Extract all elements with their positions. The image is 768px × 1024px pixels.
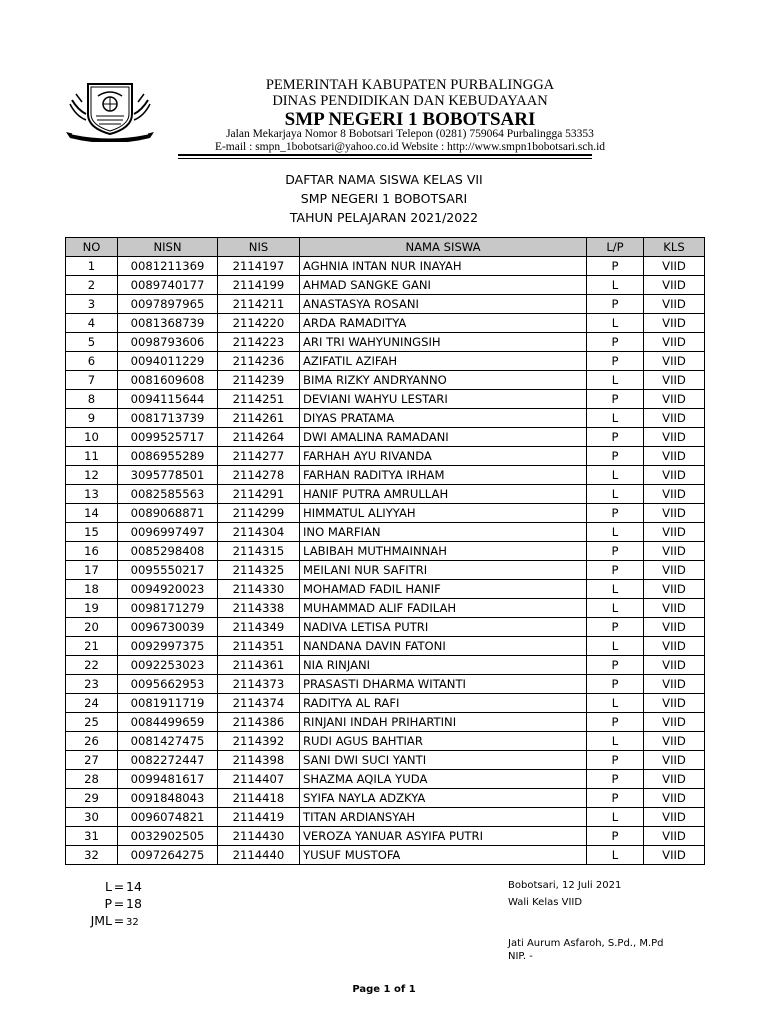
cell-nis: 2114291	[218, 485, 300, 504]
table-row	[66, 371, 705, 390]
cell-no: 22	[66, 656, 118, 675]
cell-nis: 2114338	[218, 599, 300, 618]
cell-no: 11	[66, 447, 118, 466]
table-row	[66, 390, 705, 409]
cell-name: MUHAMMAD ALIF FADILAH	[300, 599, 587, 618]
cell-class: VIID	[644, 675, 705, 694]
cell-nis: 2114419	[218, 808, 300, 827]
cell-nisn: 0081911719	[118, 694, 218, 713]
cell-nisn: 0081609608	[118, 371, 218, 390]
cell-class: VIID	[644, 523, 705, 542]
cell-nis: 2114373	[218, 675, 300, 694]
cell-nisn: 0096997497	[118, 523, 218, 542]
cell-class: VIID	[644, 656, 705, 675]
table-row	[66, 770, 705, 789]
cell-no: 15	[66, 523, 118, 542]
cell-nis: 2114278	[218, 466, 300, 485]
cell-nisn: 0084499659	[118, 713, 218, 732]
cell-name: ANASTASYA ROSANI	[300, 295, 587, 314]
cell-name: YUSUF MUSTOFA	[300, 846, 587, 865]
table-row	[66, 618, 705, 637]
cell-nisn: 0086955289	[118, 447, 218, 466]
summary-row-male: L = 14	[60, 878, 180, 895]
cell-gender: L	[587, 466, 644, 485]
cell-no: 1	[66, 257, 118, 276]
cell-nis: 2114330	[218, 580, 300, 599]
cell-name: TITAN ARDIANSYAH	[300, 808, 587, 827]
cell-name: BIMA RIZKY ANDRYANNO	[300, 371, 587, 390]
school-address: Jalan Mekarjaya Nomor 8 Bobotsari Telepon (0281) 759064 Purbalingga 53353	[226, 128, 594, 140]
cell-class: VIID	[644, 504, 705, 523]
cell-class: VIID	[644, 561, 705, 580]
cell-class: VIID	[644, 447, 705, 466]
cell-nis: 2114386	[218, 713, 300, 732]
cell-name: NANDANA DAVIN FATONI	[300, 637, 587, 656]
cell-gender: L	[587, 314, 644, 333]
cell-gender: P	[587, 618, 644, 637]
cell-name: SANI DWI SUCI YANTI	[300, 751, 587, 770]
cell-no: 10	[66, 428, 118, 447]
cell-no: 4	[66, 314, 118, 333]
cell-class: VIID	[644, 428, 705, 447]
cell-gender: L	[587, 485, 644, 504]
cell-nisn: 0098793606	[118, 333, 218, 352]
cell-gender: P	[587, 561, 644, 580]
cell-gender: P	[587, 447, 644, 466]
cell-name: DIYAS PRATAMA	[300, 409, 587, 428]
cell-nisn: 0089740177	[118, 276, 218, 295]
table-row	[66, 428, 705, 447]
cell-nis: 2114236	[218, 352, 300, 371]
cell-nisn: 0085298408	[118, 542, 218, 561]
table-row	[66, 333, 705, 352]
summary-row-total: JML = 32	[60, 912, 180, 929]
table-row	[66, 485, 705, 504]
cell-nis: 2114199	[218, 276, 300, 295]
table-row	[66, 637, 705, 656]
cell-gender: L	[587, 371, 644, 390]
cell-gender: L	[587, 580, 644, 599]
cell-gender: L	[587, 637, 644, 656]
cell-name: DWI AMALINA RAMADANI	[300, 428, 587, 447]
cell-nisn: 0082272447	[118, 751, 218, 770]
cell-nisn: 0032902505	[118, 827, 218, 846]
cell-class: VIID	[644, 257, 705, 276]
cell-nisn: 0094920023	[118, 580, 218, 599]
page-number: Page 1 of 1	[352, 984, 416, 995]
cell-no: 26	[66, 732, 118, 751]
table-row	[66, 599, 705, 618]
table-row	[66, 352, 705, 371]
cell-name: RUDI AGUS BAHTIAR	[300, 732, 587, 751]
cell-class: VIID	[644, 808, 705, 827]
cell-name: AZIFATIL AZIFAH	[300, 352, 587, 371]
table-row	[66, 808, 705, 827]
cell-class: VIID	[644, 827, 705, 846]
cell-gender: P	[587, 257, 644, 276]
cell-gender: P	[587, 352, 644, 371]
cell-class: VIID	[644, 409, 705, 428]
cell-gender: P	[587, 295, 644, 314]
table-row	[66, 523, 705, 542]
cell-gender: P	[587, 770, 644, 789]
cell-nis: 2114261	[218, 409, 300, 428]
cell-nisn: 0082585563	[118, 485, 218, 504]
school-name: SMP NEGERI 1 BOBOTSARI	[284, 109, 536, 130]
cell-name: HIMMATUL ALIYYAH	[300, 504, 587, 523]
cell-no: 16	[66, 542, 118, 561]
letterhead-divider-thin	[178, 158, 592, 159]
cell-class: VIID	[644, 314, 705, 333]
cell-nisn: 0094011229	[118, 352, 218, 371]
gender-summary	[60, 878, 180, 929]
cell-no: 21	[66, 637, 118, 656]
cell-class: VIID	[644, 618, 705, 637]
cell-class: VIID	[644, 352, 705, 371]
cell-no: 6	[66, 352, 118, 371]
cell-no: 7	[66, 371, 118, 390]
summary-label: JML	[90, 913, 112, 928]
cell-name: RADITYA AL RAFI	[300, 694, 587, 713]
header-nisn: NISN	[118, 238, 218, 257]
table-row	[66, 561, 705, 580]
cell-nisn: 0099481617	[118, 770, 218, 789]
cell-nisn: 0092253023	[118, 656, 218, 675]
header-gender: L/P	[587, 238, 644, 257]
cell-nisn: 0091848043	[118, 789, 218, 808]
cell-class: VIID	[644, 466, 705, 485]
cell-no: 2	[66, 276, 118, 295]
cell-gender: P	[587, 656, 644, 675]
cell-nisn: 0095550217	[118, 561, 218, 580]
cell-no: 9	[66, 409, 118, 428]
cell-name: SYIFA NAYLA ADZKYA	[300, 789, 587, 808]
cell-name: VEROZA YANUAR ASYIFA PUTRI	[300, 827, 587, 846]
table-row	[66, 694, 705, 713]
cell-nis: 2114315	[218, 542, 300, 561]
cell-nis: 2114430	[218, 827, 300, 846]
cell-gender: L	[587, 732, 644, 751]
cell-no: 24	[66, 694, 118, 713]
cell-class: VIID	[644, 390, 705, 409]
cell-nis: 2114264	[218, 428, 300, 447]
cell-nis: 2114374	[218, 694, 300, 713]
cell-gender: P	[587, 827, 644, 846]
cell-name: FARHAN RADITYA IRHAM	[300, 466, 587, 485]
cell-nisn: 0097264275	[118, 846, 218, 865]
table-row	[66, 789, 705, 808]
school-contact: E-mail : smpn_1bobotsari@yahoo.co.id Website : http://www.smpn1bobotsari.sch.id	[214, 141, 606, 153]
cell-nisn: 0096074821	[118, 808, 218, 827]
cell-no: 27	[66, 751, 118, 770]
cell-no: 29	[66, 789, 118, 808]
cell-nis: 2114418	[218, 789, 300, 808]
table-row	[66, 276, 705, 295]
letterhead	[0, 0, 768, 160]
cell-name: PRASASTI DHARMA WITANTI	[300, 675, 587, 694]
cell-class: VIID	[644, 751, 705, 770]
cell-name: LABIBAH MUTHMAINNAH	[300, 542, 587, 561]
cell-class: VIID	[644, 580, 705, 599]
cell-gender: L	[587, 599, 644, 618]
cell-nisn: 0095662953	[118, 675, 218, 694]
signature-name: Jati Aurum Asfaroh, S.Pd., M.Pd	[508, 938, 664, 949]
cell-nisn: 0094115644	[118, 390, 218, 409]
table-row	[66, 580, 705, 599]
cell-nisn: 3095778501	[118, 466, 218, 485]
cell-nisn: 0096730039	[118, 618, 218, 637]
table-row	[66, 314, 705, 333]
table-row	[66, 751, 705, 770]
cell-no: 18	[66, 580, 118, 599]
cell-nisn: 0081713739	[118, 409, 218, 428]
signature-role: Wali Kelas VIID	[508, 897, 583, 908]
table-row	[66, 675, 705, 694]
table-row	[66, 656, 705, 675]
table-row	[66, 295, 705, 314]
cell-gender: P	[587, 542, 644, 561]
title-line-3: TAHUN PELAJARAN 2021/2022	[289, 210, 479, 225]
table-row	[66, 447, 705, 466]
cell-nisn: 0089068871	[118, 504, 218, 523]
summary-value: 32	[126, 917, 139, 928]
table-row	[66, 827, 705, 846]
cell-name: AHMAD SANGKE GANI	[300, 276, 587, 295]
signature-nip: NIP. -	[508, 951, 533, 962]
document-title	[0, 170, 768, 227]
cell-name: MOHAMAD FADIL HANIF	[300, 580, 587, 599]
table-header-row	[66, 238, 705, 257]
cell-nis: 2114361	[218, 656, 300, 675]
header-nis: NIS	[218, 238, 300, 257]
cell-no: 14	[66, 504, 118, 523]
cell-no: 8	[66, 390, 118, 409]
cell-nisn: 0081211369	[118, 257, 218, 276]
cell-name: NIA RINJANI	[300, 656, 587, 675]
cell-no: 25	[66, 713, 118, 732]
title-line-1: DAFTAR NAMA SISWA KELAS VII	[285, 172, 483, 187]
cell-no: 20	[66, 618, 118, 637]
cell-gender: P	[587, 675, 644, 694]
cell-class: VIID	[644, 333, 705, 352]
cell-no: 3	[66, 295, 118, 314]
cell-no: 17	[66, 561, 118, 580]
cell-no: 32	[66, 846, 118, 865]
cell-name: HANIF PUTRA AMRULLAH	[300, 485, 587, 504]
cell-no: 13	[66, 485, 118, 504]
cell-nis: 2114325	[218, 561, 300, 580]
cell-name: ARI TRI WAHYUNINGSIH	[300, 333, 587, 352]
header-no: NO	[66, 238, 118, 257]
cell-no: 23	[66, 675, 118, 694]
cell-nisn: 0081368739	[118, 314, 218, 333]
summary-value: 14	[126, 879, 142, 894]
cell-nis: 2114440	[218, 846, 300, 865]
cell-name: FARHAH AYU RIVANDA	[300, 447, 587, 466]
cell-class: VIID	[644, 713, 705, 732]
cell-class: VIID	[644, 542, 705, 561]
summary-label: L	[105, 879, 112, 894]
cell-nis: 2114211	[218, 295, 300, 314]
cell-nis: 2114299	[218, 504, 300, 523]
cell-class: VIID	[644, 789, 705, 808]
cell-class: VIID	[644, 295, 705, 314]
cell-gender: L	[587, 409, 644, 428]
title-line-2: SMP NEGERI 1 BOBOTSARI	[300, 191, 468, 206]
cell-class: VIID	[644, 770, 705, 789]
cell-class: VIID	[644, 637, 705, 656]
cell-nis: 2114349	[218, 618, 300, 637]
student-table	[65, 237, 705, 865]
cell-nisn: 0098171279	[118, 599, 218, 618]
cell-name: ARDA RAMADITYA	[300, 314, 587, 333]
cell-gender: L	[587, 846, 644, 865]
cell-nis: 2114392	[218, 732, 300, 751]
cell-nisn: 0081427475	[118, 732, 218, 751]
cell-nisn: 0097897965	[118, 295, 218, 314]
table-row	[66, 542, 705, 561]
summary-label: P	[104, 896, 112, 911]
cell-gender: P	[587, 333, 644, 352]
cell-nis: 2114407	[218, 770, 300, 789]
cell-name: MEILANI NUR SAFITRI	[300, 561, 587, 580]
cell-no: 31	[66, 827, 118, 846]
cell-nisn: 0092997375	[118, 637, 218, 656]
cell-gender: P	[587, 504, 644, 523]
cell-nis: 2114220	[218, 314, 300, 333]
cell-nisn: 0099525717	[118, 428, 218, 447]
cell-class: VIID	[644, 694, 705, 713]
table-row	[66, 846, 705, 865]
cell-no: 12	[66, 466, 118, 485]
cell-gender: L	[587, 523, 644, 542]
cell-name: RINJANI INDAH PRIHARTINI	[300, 713, 587, 732]
table-row	[66, 257, 705, 276]
cell-name: DEVIANI WAHYU LESTARI	[300, 390, 587, 409]
summary-value: 18	[126, 896, 142, 911]
cell-gender: P	[587, 713, 644, 732]
cell-nis: 2114277	[218, 447, 300, 466]
cell-name: SHAZMA AQILA YUDA	[300, 770, 587, 789]
cell-name: AGHNIA INTAN NUR INAYAH	[300, 257, 587, 276]
cell-no: 19	[66, 599, 118, 618]
cell-gender: P	[587, 428, 644, 447]
table-row	[66, 466, 705, 485]
cell-no: 30	[66, 808, 118, 827]
cell-nis: 2114239	[218, 371, 300, 390]
cell-class: VIID	[644, 846, 705, 865]
signature-place-date: Bobotsari, 12 Juli 2021	[508, 880, 622, 891]
cell-name: NADIVA LETISA PUTRI	[300, 618, 587, 637]
cell-class: VIID	[644, 485, 705, 504]
summary-row-female: P = 18	[60, 895, 180, 912]
cell-class: VIID	[644, 371, 705, 390]
cell-nis: 2114251	[218, 390, 300, 409]
cell-name: INO MARFIAN	[300, 523, 587, 542]
cell-class: VIID	[644, 276, 705, 295]
cell-nis: 2114398	[218, 751, 300, 770]
cell-nis: 2114223	[218, 333, 300, 352]
table-row	[66, 713, 705, 732]
cell-class: VIID	[644, 599, 705, 618]
department-name: DINAS PENDIDIKAN DAN KEBUDAYAAN	[272, 93, 548, 109]
cell-class: VIID	[644, 732, 705, 751]
table-row	[66, 732, 705, 751]
cell-gender: P	[587, 789, 644, 808]
letterhead-divider	[178, 154, 592, 156]
table-row	[66, 504, 705, 523]
cell-gender: P	[587, 751, 644, 770]
cell-nis: 2114197	[218, 257, 300, 276]
cell-nis: 2114351	[218, 637, 300, 656]
cell-gender: L	[587, 694, 644, 713]
government-name: PEMERINTAH KABUPATEN PURBALINGGA	[265, 77, 555, 93]
cell-nis: 2114304	[218, 523, 300, 542]
header-nama-siswa: NAMA SISWA	[300, 238, 587, 257]
table-row	[66, 409, 705, 428]
cell-no: 5	[66, 333, 118, 352]
cell-no: 28	[66, 770, 118, 789]
cell-gender: P	[587, 390, 644, 409]
cell-gender: L	[587, 276, 644, 295]
header-class: KLS	[644, 238, 705, 257]
cell-gender: L	[587, 808, 644, 827]
